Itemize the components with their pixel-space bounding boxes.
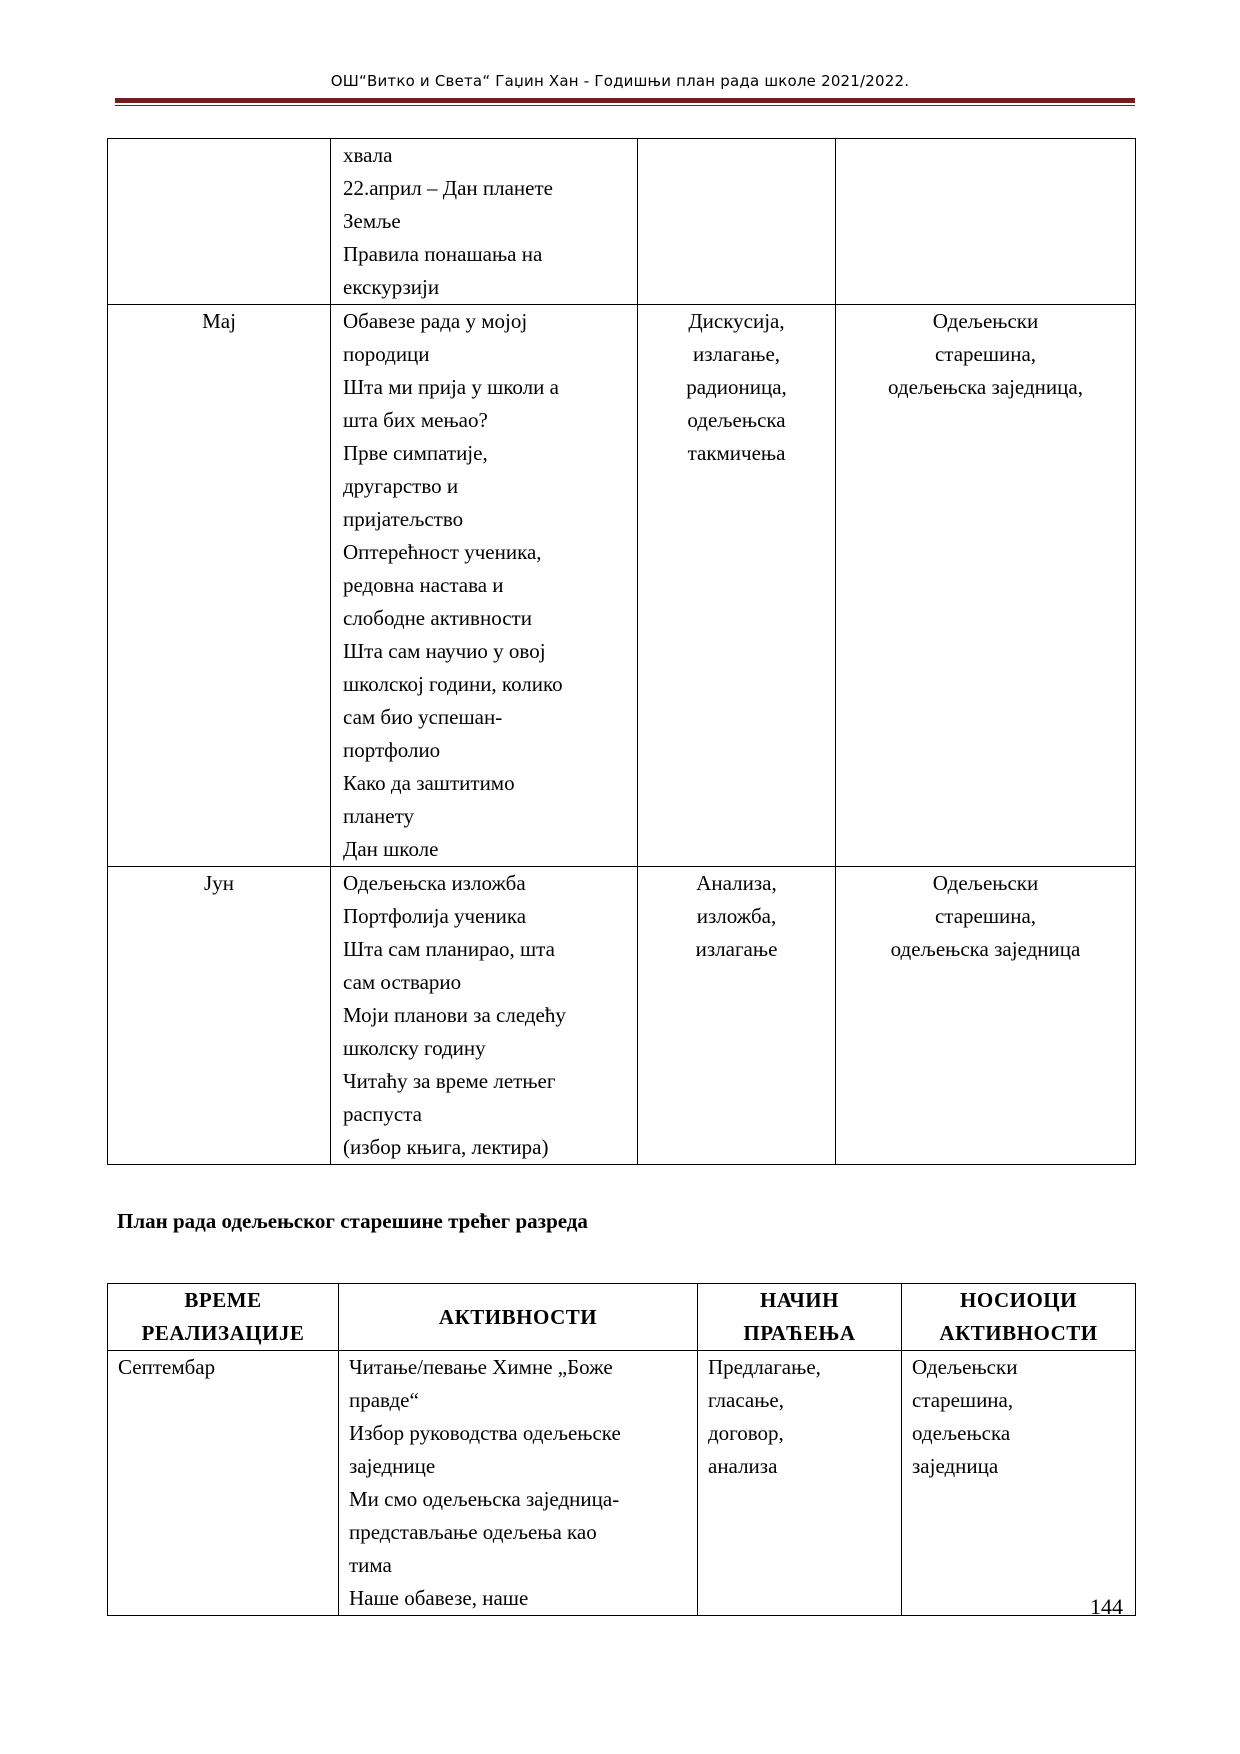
bearers-cell-line: старешина, (934, 904, 1037, 928)
activities-cell-line: Дан школе (343, 837, 439, 861)
activities-cell-line: представљање одељења као (349, 1520, 597, 1544)
activities-cell-line: шта бих мењао? (343, 408, 488, 432)
activities-cell-line: Шта ми прија у школи а (343, 375, 559, 399)
header-time (108, 1284, 339, 1351)
activities-cell-line: планету (343, 804, 414, 828)
page-number: 144 (1090, 1594, 1123, 1619)
tracking-mode-cell (638, 867, 836, 1165)
month-cell: Јун (108, 867, 331, 1165)
activities-cell (331, 305, 638, 867)
activities-cell-line: Прве симпатије, (343, 441, 488, 465)
header-tracking-mode (698, 1284, 902, 1351)
table-row (108, 139, 1136, 305)
activities-cell (331, 139, 638, 305)
activities-cell-line: слободне активности (343, 606, 532, 630)
bearers-cell-line: заједница (912, 1454, 999, 1478)
activities-cell-line: тима (349, 1553, 392, 1577)
tracking-mode-cell-line: такмичења (687, 441, 786, 465)
bearers-cell (836, 305, 1136, 867)
tracking-mode-cell-line: излагање, (692, 342, 781, 366)
activities-cell-line: сам био успешан- (343, 705, 503, 729)
activities-cell-line: екскурзији (343, 275, 440, 299)
bearers-cell-line: Одељењски (912, 1355, 1018, 1379)
header-tracking-mode-line: ПРАЋЕЊА (743, 1321, 856, 1345)
bearers-cell-line: Одељењски (932, 309, 1039, 333)
header-rule-thick (115, 98, 1135, 103)
activities-cell-line: заједнице (349, 1454, 436, 1478)
table-row (108, 305, 1136, 867)
plan-table-continued (107, 138, 1136, 1165)
tracking-mode-cell-line: одељењска (687, 408, 786, 432)
activities-cell-line: Читање/певање Химне „Боже (349, 1355, 613, 1379)
time-cell-line: Септембар (118, 1355, 216, 1379)
header-bearers-line: НОСИОЦИ (960, 1288, 1077, 1312)
activities-cell-line: сам остварио (343, 970, 462, 994)
header-time-line: ВРЕМЕ (184, 1288, 262, 1312)
tracking-mode-cell (638, 139, 836, 305)
activities-cell-line: правде“ (349, 1388, 419, 1412)
activities-cell-line: другарство и (343, 474, 459, 498)
header-tracking-mode-line: НАЧИН (760, 1288, 839, 1312)
tracking-mode-cell-line: радионица, (686, 375, 787, 399)
activities-cell-line: Земље (343, 209, 401, 233)
bearers-cell (836, 139, 1136, 305)
bearers-cell-line: одељењска (912, 1421, 1011, 1445)
activities-cell-line: Шта сам планирао, шта (343, 937, 555, 961)
bearers-cell-line: одељењска заједница, (888, 375, 1083, 399)
tracking-mode-cell-line: изложба, (696, 904, 777, 928)
bearers-cell-line: одељењска заједница (890, 937, 1081, 961)
bearers-cell-line: Одељењски (932, 871, 1039, 895)
activities-cell-line: Како да заштитимо (343, 771, 515, 795)
month-cell: Мај (108, 305, 331, 867)
header-bearers (902, 1284, 1136, 1351)
activities-cell-line: 22.април – Дан планете (343, 176, 553, 200)
tracking-mode-cell-line: договор, (708, 1421, 784, 1445)
bearers-cell-line: старешина, (912, 1388, 1014, 1412)
tracking-mode-cell (638, 305, 836, 867)
activities-cell-line: Шта сам научио у овој (343, 639, 546, 663)
time-cell (108, 1351, 339, 1616)
activities-cell-line: распуста (343, 1102, 422, 1126)
activities-cell-line: школску годину (343, 1036, 486, 1060)
plan-table-third-grade (107, 1283, 1136, 1616)
month-cell (108, 139, 331, 305)
tracking-mode-cell-line: Анализа, (696, 871, 777, 895)
activities-cell-line: Наше обавезе, наше (349, 1586, 529, 1610)
activities-cell-line: Избор руководства одељењске (349, 1421, 621, 1445)
activities-cell-line: хвала (343, 143, 393, 167)
header-rule-thin (115, 105, 1135, 106)
activities-cell-line: школској години, колико (343, 672, 563, 696)
header-bearers-line: АКТИВНОСТИ (939, 1321, 1098, 1345)
section-title: План рада одељењског старешине трећег разреда (117, 1209, 588, 1233)
table-row (108, 867, 1136, 1165)
tracking-mode-cell-line: Предлагање, (708, 1355, 821, 1379)
bearers-cell (836, 867, 1136, 1165)
activities-cell-line: Правила понашања на (343, 242, 543, 266)
activities-cell (339, 1351, 698, 1616)
activities-cell-line: (избор књига, лектира) (343, 1135, 549, 1159)
activities-cell-line: портфолио (343, 738, 441, 762)
activities-cell-line: породици (343, 342, 430, 366)
header-activities (339, 1284, 698, 1351)
tracking-mode-cell-line: излагање (695, 937, 778, 961)
activities-cell-line: Моји планови за следећу (343, 1003, 566, 1027)
table-row (108, 1351, 1136, 1616)
activities-cell-line: Одељењска изложба (343, 871, 526, 895)
activities-cell-line: Оптерећност ученика, (343, 540, 542, 564)
activities-cell-line: пријатељство (343, 507, 464, 531)
activities-cell-line: редовна настава и (343, 573, 504, 597)
tracking-mode-cell-line: гласање, (708, 1388, 785, 1412)
header-time-line: РЕАЛИЗАЦИЈЕ (141, 1321, 305, 1345)
bearers-cell (902, 1351, 1136, 1616)
tracking-mode-cell-line: Дискусија, (688, 309, 785, 333)
activities-cell-line: Ми смо одељењска заједница- (349, 1487, 620, 1511)
activities-cell-line: Портфолија ученика (343, 904, 527, 928)
page-header: ОШ“Витко и Света“ Гаџин Хан - Годишњи план рада школе 2021/2022. (330, 72, 910, 90)
tracking-mode-cell-line: анализа (708, 1454, 778, 1478)
activities-cell-line: Читаћу за време летњег (343, 1069, 556, 1093)
tracking-mode-cell (698, 1351, 902, 1616)
header-activities-line: АКТИВНОСТИ (438, 1304, 598, 1329)
bearers-cell-line: старешина, (934, 342, 1037, 366)
activities-cell (331, 867, 638, 1165)
activities-cell-line: Обавезе рада у мојој (343, 309, 528, 333)
